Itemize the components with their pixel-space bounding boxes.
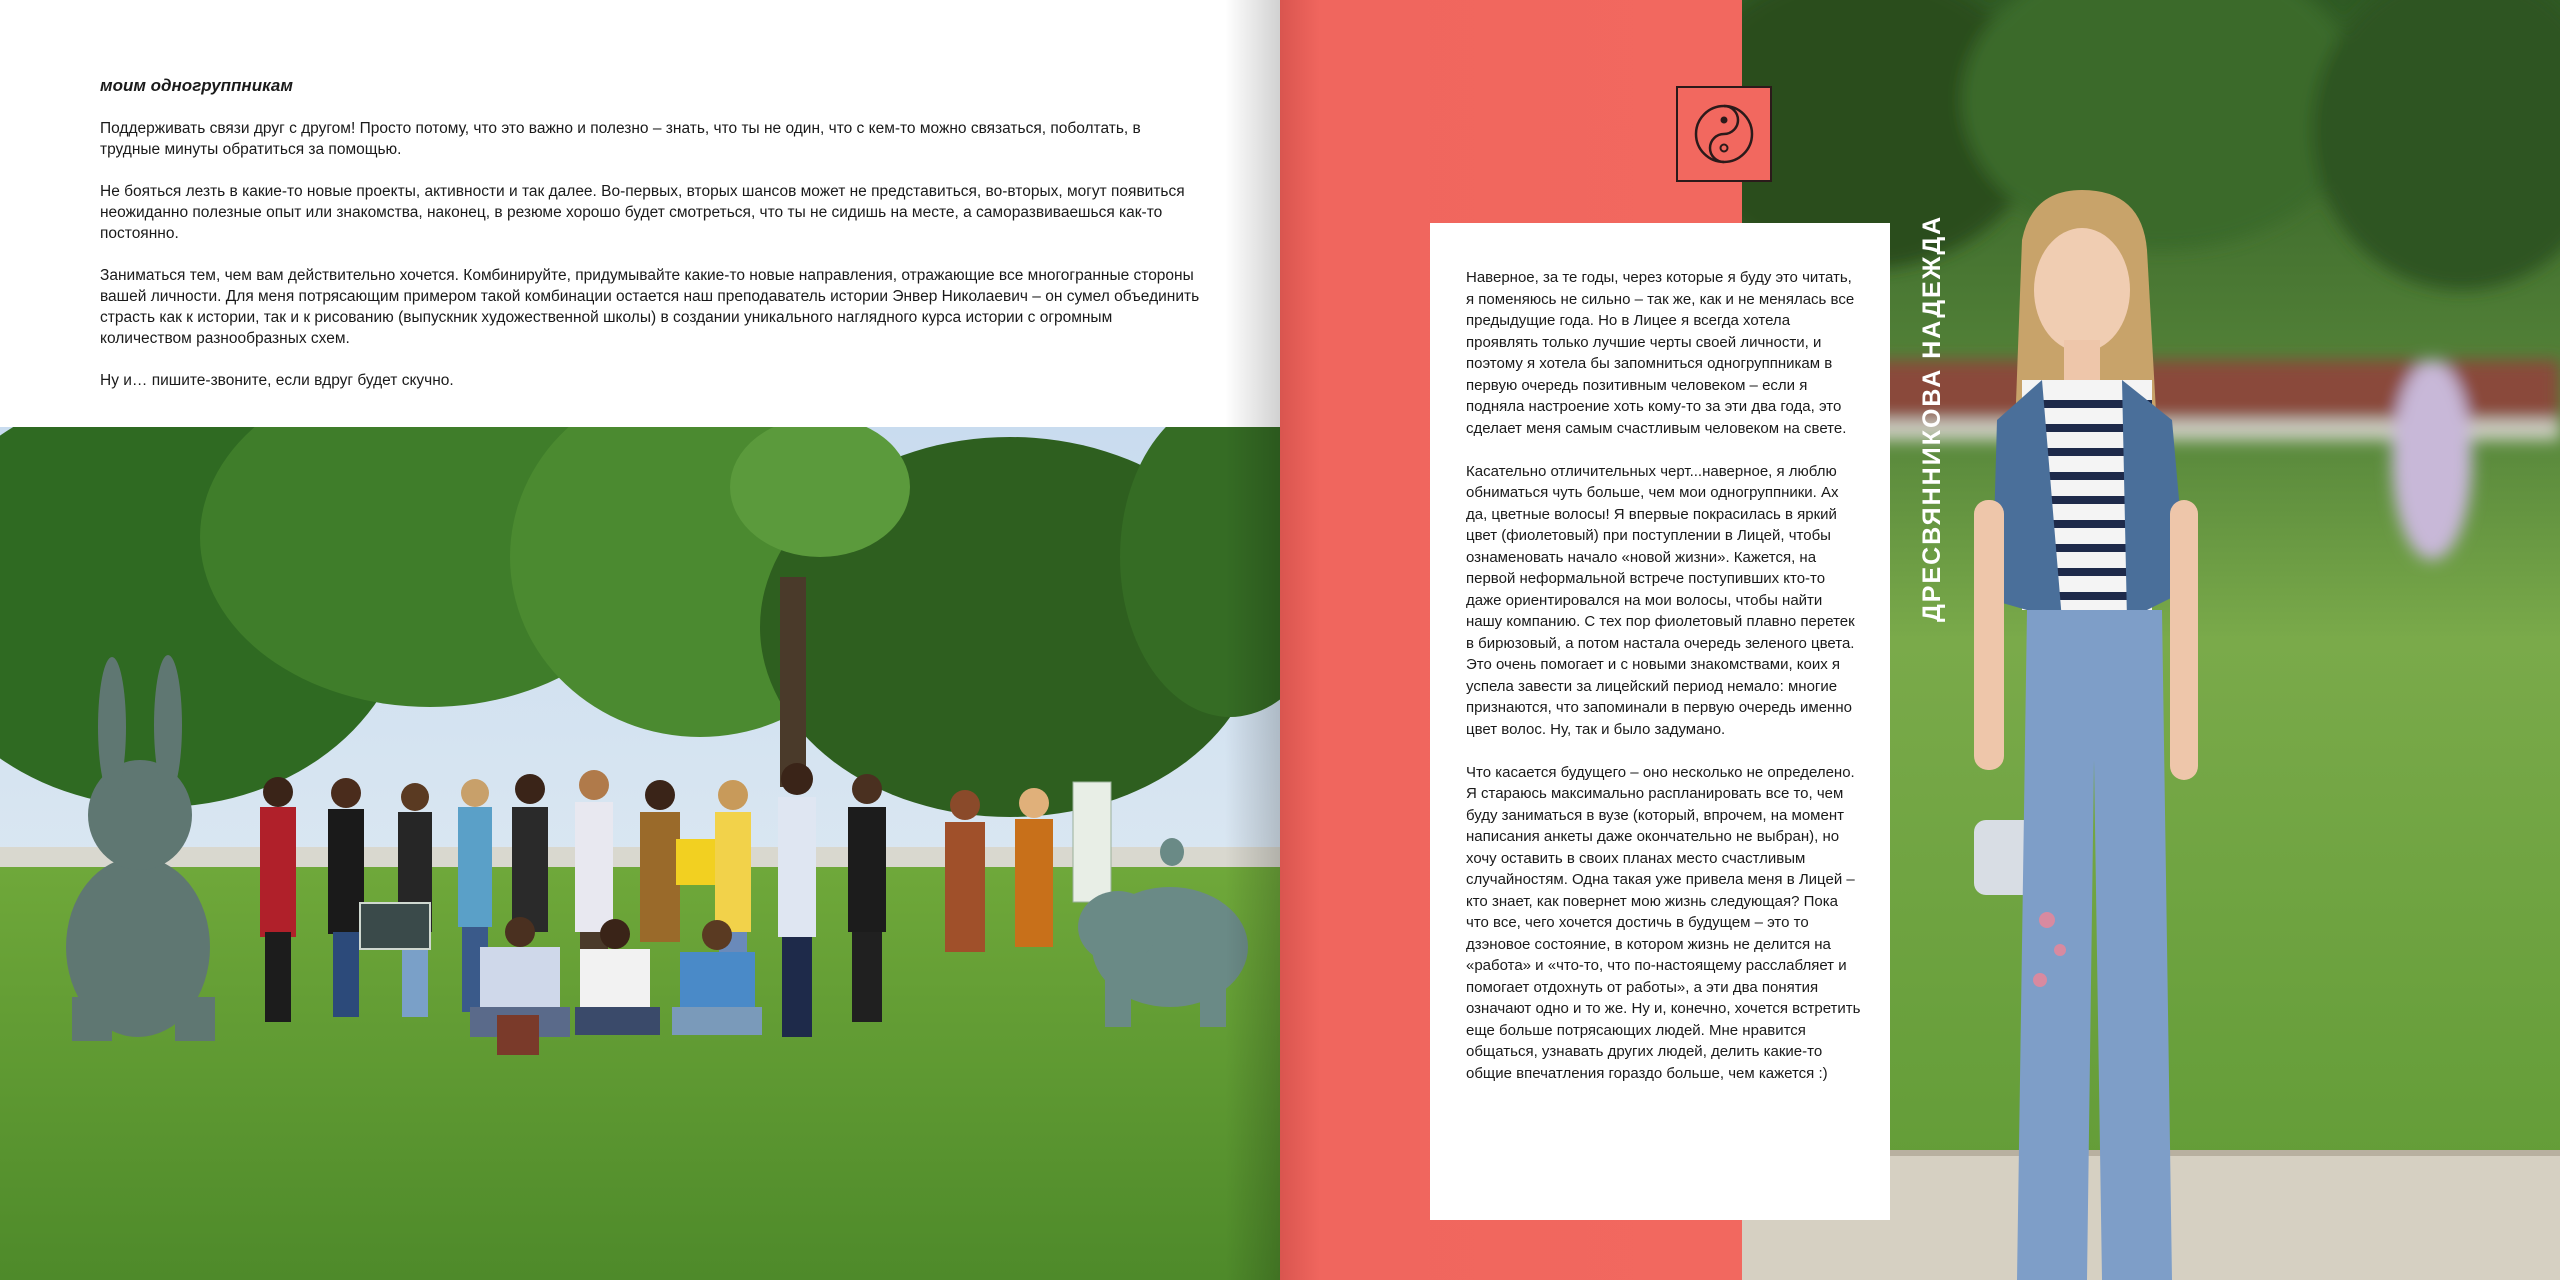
right-paragraph-1: Наверное, за те годы, через которые я буду это читать, я поменяюсь не сильно – так же, как и не менялась все предыдущие года. Но в Лицее я всегда хотела проявлять только лучшие черты своей личности, и поэтому я хотела бы запомниться одногруппникам в первую очередь позитивным человеком – если я подняла настроение хоть кому-то за эти два года, это сделает меня самым счастливым человеком на свете. [1466, 269, 1855, 437]
right-page [1280, 0, 2560, 1280]
right-paragraph-2: Касательно отличительных черт...наверное, я люблю обниматься чуть больше, чем мои одногруппники. Ах да, цветные волосы! Я впервые покрасилась в яркий цвет (фиолетовый) при поступлении в Лицей, чтобы ознаменовать начало «новой жизни». Кажется, на первой неформальной встрече поступивших кто-то даже ориентировался на мои волосы, чтобы найти нашу компанию. С тех пор фиолетовый плавно перетек в бирюзовый, а потом настала очередь зеленого цвета. Это очень помогает и с новыми знакомствами, коих я успела завести за лицейский период немало: многие признаются, что запоминали в первую очередь именно цвет волос. Ну, так и было задумано. [1466, 462, 1855, 738]
left-heading: моим одногруппникам [100, 76, 293, 95]
right-paragraph-3: Что касается будущего – оно несколько не определено. Я стараюсь максимально распланировать все то, чем буду заниматься в вузе (который, впрочем, на момент написания анкеты даже окончательно не выбран), но хочу оставить в своих планах место счастливым случайностям. Одна такая уже привела меня в Лицей – кто знает, как повернет мою жизнь следующая? Пока что все, чего хочется достичь в будущем – это то дзэновое состояние, в котором жизнь не делится на «работа» и «что-то, что по-настоящему расслабляет и помогает отдохнуть от работы», а эти два понятия означают одно и то же. Ну и, конечно, хочется встретить еще больше потрясающих людей. Мне нравится общаться, узнавать других людей, делить какие-то общие впечатления гораздо больше, чем кажется :) [1466, 763, 1861, 1082]
left-text-block [100, 76, 1200, 412]
left-paragraph-1: Поддерживать связи друг с другом! Просто потому, что это важно и полезно – знать, что ты не один, что с кем-то можно связаться, поболтать, в трудные минуты обратиться за помощью. [100, 120, 1141, 158]
left-paragraph-4: Ну и… пишите-звоните, если вдруг будет скучно. [100, 372, 454, 389]
group-photo [0, 427, 1280, 1280]
yin-yang-logo-icon [1692, 102, 1756, 166]
left-paragraph-2: Не бояться лезть в какие-то новые проекты, активности и так далее. Во-первых, вторых шансов может не представиться, во-вторых, могут появиться неожиданно полезные опыт или знакомства, наконец, в резюме хорошо будет смотреться, что ты не сидишь на месте, а саморазвиваешься как-то постоянно. [100, 183, 1185, 242]
left-paragraph-3: Заниматься тем, чем вам действительно хочется. Комбинируйте, придумывайте какие-то новые направления, отражающие все многогранные стороны вашей личности. Для меня потрясающим примером такой комбинации остается наш преподаватель истории Энвер Николаевич – он сумел объединить страсть как к истории, так и к рисованию (выпускник художественной школы) в создании уникального наглядного курса истории с огромным количеством разнообразных схем. [100, 267, 1200, 347]
logo-box [1676, 86, 1772, 182]
student-name: ДРЕСВЯННИКОВА НАДЕЖДА [1918, 214, 1946, 622]
spine-shadow [1225, 0, 1280, 1280]
vertical-name [1918, 214, 1958, 622]
text-card [1430, 223, 1890, 1220]
